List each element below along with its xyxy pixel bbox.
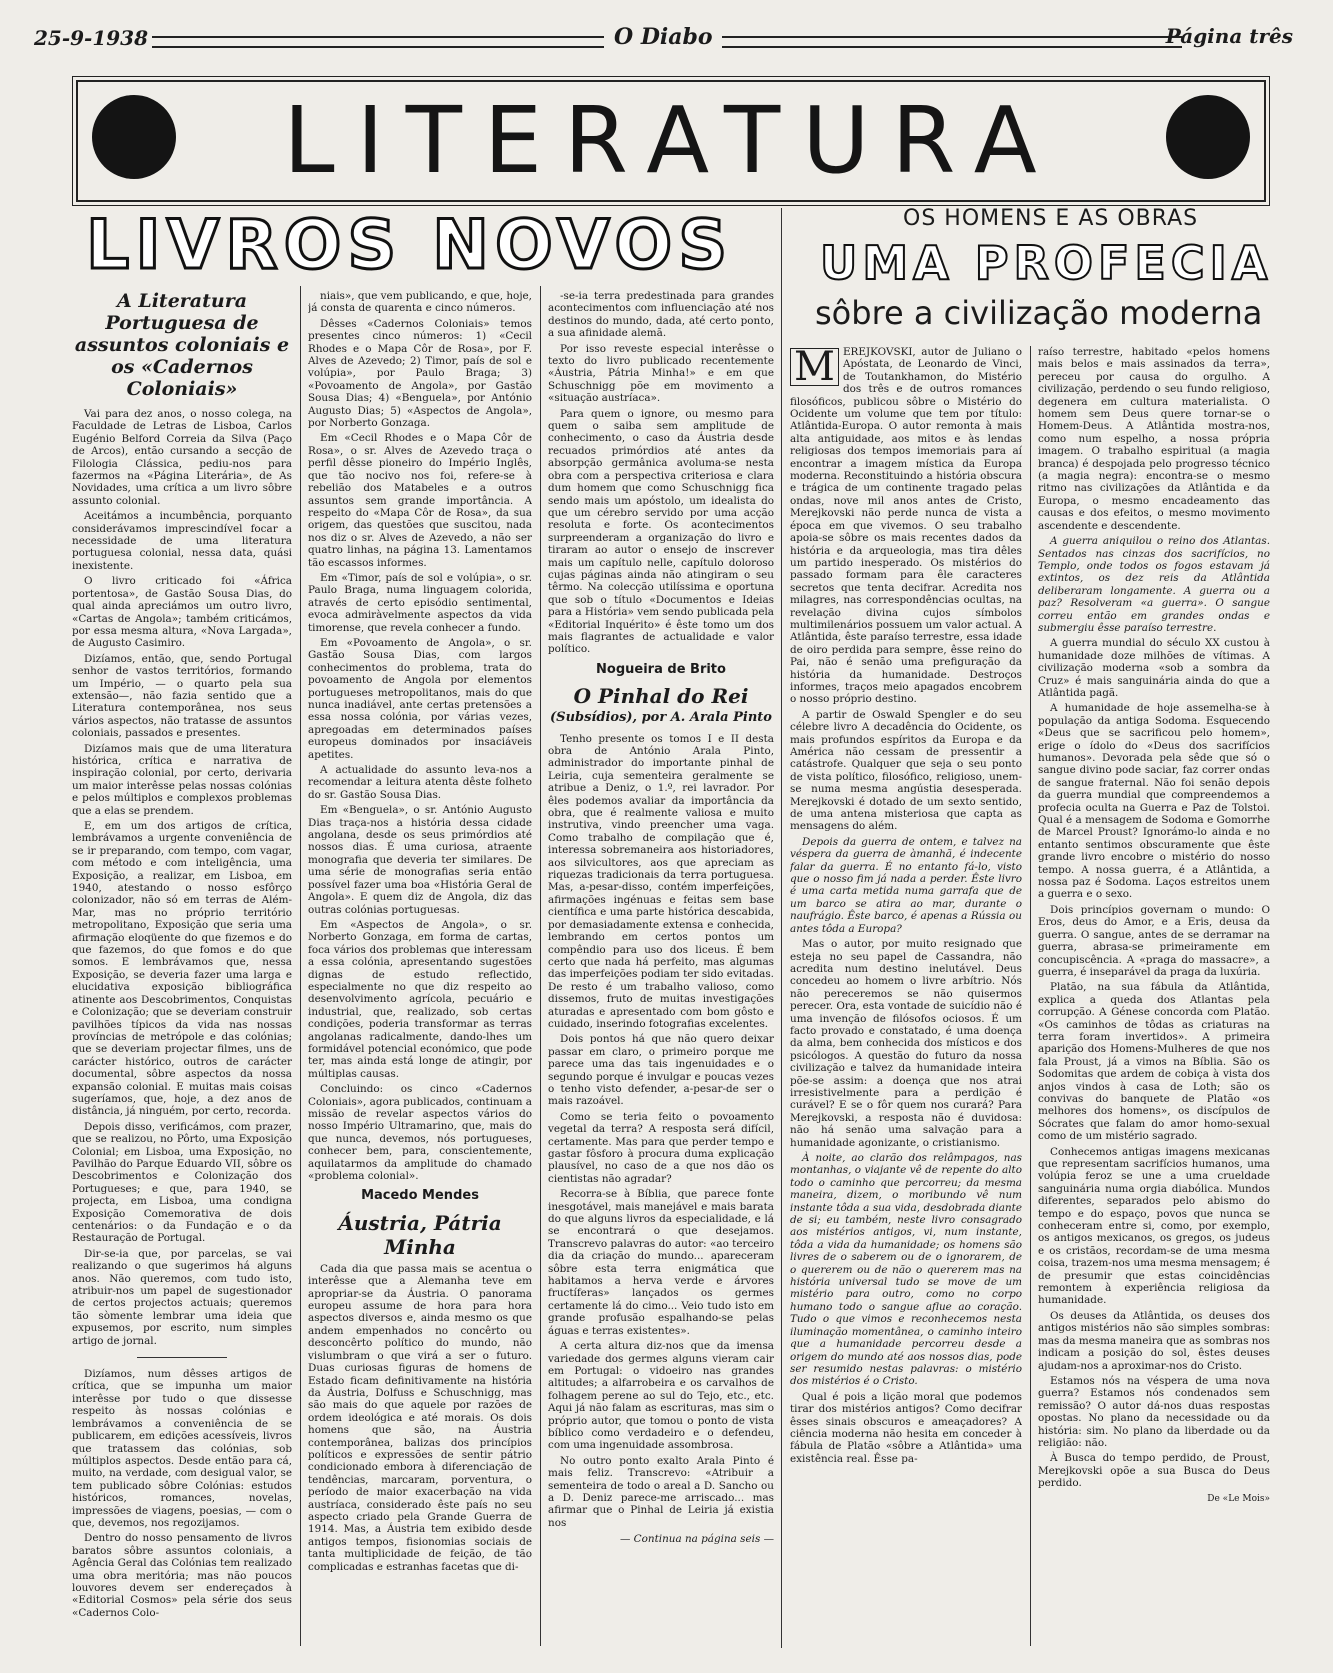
- paragraph: Dêsses «Cadernos Coloniais» temos presentes cinco números: 1) «Cecil Rhodes e o Mapa Côr de Rosa», por F. Alves de Azevedo; 2) Timor, país de sol e volúpia», por Paulo Braga; 3) «Povoamento de Angola», por Gastão Sousa Dias; 4) «Benguela», por António Augusto Dias; 5) «Aspectos de Angola», por Norberto Gonzaga.: [308, 317, 532, 430]
- paragraph: Conhecemos antigas imagens mexicanas que representam sacrifícios humanos, uma volúpia feroz se une a uma crueldade sanguinária numa orgia diabólica. Mundos diferentes, separados pelo abismo do tempo e do espaço, povos que nunca se conheceram entre si, como, por exemplo, os antigos mexicanos, os gregos, os judeus e os cristãos, recordam-se de uma mesma coisa, trazem-nos uma mesma mensagem; é de presumir que estas coincidências remontem à experiência religiosa da humanidade.: [1038, 1145, 1270, 1307]
- paragraph: Tenho presente os tomos I e II desta obra de António Arala Pinto, administrador do importante pinhal de Leiria, cuja sementeira geralmente se atribue a Deniz, o 1.º, rei lavrador. Por êles podemos avaliar da importância da obra, que é realmente valiosa e muito instrutiva, vindo preencher uma vaga. Como trabalho de compilação que é, interessa sobremaneira aos historiadores, aos silvicultores, aos que apreciam as riquezas tradicionais da terra portuguesa. Mas, a-pesar-disso, contém imperfeições, afirmações ingénuas e feitas sem base científica e uma parte histórica descabida, por demasiadamente extensa e conhecida, lembrando em certos pontos um compêndio para uso dos liceus. É bem certo que nada há perfeito, mas algumas das imperfeições podiam ter sido evitadas. De resto é um trabalho valioso, como dissemos, fruto de muitas investigações aturadas e apresentado com bom gôsto e cuidado, inserindo fotografias excelentes.: [548, 732, 774, 1030]
- paragraph: Dizíamos, num dêsses artigos de crítica, que se impunha um maior interêsse por tudo o que dissesse respeito às nossas colónias e lembrávamos a conveniência de se publicarem, em edições acessíveis, livros que tratassem das colónias, sob múltiplos aspectos. Desde então para cá, muito, na verdade, com desigual valor, se tem publicado sôbre Colónias: estudos históricos, romances, novelas, impressões de viagens, poesias, — com o que, devemos, nos regozijamos.: [72, 1368, 292, 1529]
- paragraph: No outro ponto exalto Arala Pinto é mais feliz. Transcrevo: «Atribuir a sementeira de todo o areal a D. Sancho ou a D. Deniz parece-me arriscado... mas afirmar que o Pinhal de Leiria já existia nos: [548, 1454, 774, 1529]
- paragraph: À Busca do tempo perdido, de Proust, Merejkovski opõe a sua Busca do Deus perdido.: [1038, 1452, 1270, 1490]
- paragraph: O livro criticado foi «África portentosa», de Gastão Sousa Dias, do qual ainda apreciámos um outro livro, «Cartas de Angola»; também criticámos, por essa mesma altura, «Nova Largada», de Augusto Casimiro.: [72, 575, 292, 650]
- lead-text: EREJKOVSKI, autor de Juliano o Apóstata, de Leonardo de Vinci, de Toutankhamon, do Mistério dos três e de outros romances filosóficos, publicou sôbre o Mistério do Ocidente um volume que tem por título: Atlântida-Europa. O autor remonta à mais alta antiguidade, aos mitos e às lendas religiosas dos tempos imemoriais para aí encontrar a imagem mística da Europa moderna. Reconstituindo a história obscura e trágica de um continente tragado pelas ondas, nove mil anos antes de Cristo, Merejkovski não perde nunca de vista a época em que vivemos. O seu trabalho apoia-se sôbre os mais recentes dados da história e da arqueologia, mas tira dêles um partido inesperado. Os mistérios do passado formam para êle caracteres secretos que tenta decifrar. Acredita nos milagres, nas correspondências ocultas, na revelação divina cujos símbolos multimilenários possuem um valor actual. A Atlântida, êste paraíso terrestre, essa idade de oiro perdida para sempre, êsse reino do Pai, não é senão uma prefiguração da história da humanidade. Destroços informes, traços meio apagados encobrem o nosso próprio destino.: [790, 346, 1022, 706]
- paragraph: E, em um dos artigos de crítica, lembrávamos a urgente conveniência de se ir preparando, com tempo, com vagar, com método e com inteligência, uma Exposição, a realizar, em Lisboa, em 1940, atestando o nosso esfôrço colonizador, não só em terras de Além-Mar, mas no próprio território metropolitano, Exposição que seria uma afirmação eloqüente do que fizemos e do que fazemos, do que fomos e do que somos. E lembrávamos que, nessa Exposição, se deveria fazer uma larga e elucidativa exposição bibliográfica atinente aos Descobrimentos, Conquistas e Colonização; que se deveriam construir pavilhões típicos da vida nas nossas províncias de metrópole e das colónias; que se deveriam projectar filmes, uns de carácter histórico, outros de carácter documental, sôbre aspectos da nossa expansão colonial. E muitas mais coisas sugeríamos, que, hoje, a dez anos de distância, já ninguém, por certo, recorda.: [72, 820, 292, 1118]
- paragraph: Cada dia que passa mais se acentua o interêsse que a Alemanha teve em apropriar-se da Áustria. O panorama europeu assume de hora para hora aspectos diversos e, ainda mesmo os que andem empenhados no concêrto ou desconcêrto político do mundo, não vislumbram o que virá a ser o futuro. Duas curiosas figuras de homens de Estado ficam definitivamente na história da Áustria, Dolfuss e Schuschnigg, mas são mais do que aquele por razões de ordem ideológica e até morais. Os dois homens que são, na Áustria contemporânea, balizas dos princípios políticos e expressões de sentir pátrio condicionado embora à diferenciação de tendências, marcaram, porventura, o período de maior exacerbação na vida austríaca, considerado êste país no seu aspecto criado pela Grande Guerra de 1914. Mas, a Áustria tem exibido desde antigos tempos, fisionomias sociais de tanta multiplicidade de feição, de tão complicadas e estranhas facetas que di-: [308, 1262, 532, 1573]
- paragraph: Em «Timor, país de sol e volúpia», o sr. Paulo Braga, numa linguagem colorida, através de certo episódio sentimental, evoca admiràvelmente aspectos da vida timorense, que revela conhecer a fundo.: [308, 571, 532, 634]
- paragraph: Platão, na sua fábula da Atlântida, explica a queda dos Atlantas pela corrupção. A Génese concorda com Platão. «Os caminhos de tôdas as criaturas na terra foram invertidos». A primeira aparição dos Homens-Mulheres de que nos fala Proust, já a vimos na Bíblia. São os Sodomitas que ardem de cobiça à vista dos anjos vindos à casa de Loth; são os convivas do banquete de Platão «os melhores dos homens», os discípulos de Sócrates que falam do amor homo-sexual como de um mistério sagrado.: [1038, 981, 1270, 1143]
- column-2: [308, 290, 532, 1666]
- article-title-pinhal: O Pinhal do Rei: [573, 684, 749, 709]
- paragraph: Concluindo: os cinco «Cadernos Coloniais», agora publicados, continuam a missão de revelar aspectos vários do nosso Império Ultramarino, que, mais do que nunca, devemos, nós portugueses, conhecer bem, para, conscientemente, aquilatarmos da amplitude do chamado «problema colonial».: [308, 1083, 532, 1183]
- issue-date: 25-9-1938: [34, 26, 149, 50]
- paragraph: Mas o autor, por muito resignado que esteja no seu papel de Cassandra, não acredita num destino inelutável. Deus concedeu ao homem o livre arbítrio. Nós não pereceremos se não quisermos perecer. Ora, esta vontade de suicídio não é uma invenção de filósofos ociosos. É um facto provado e constatado, é uma doença da alma, bem conhecida dos místicos e dos psicólogos. A questão do futuro da nossa civilização e talvez da humanidade inteira põe-se assim: a doença que nos atrai irresistivelmente para a perdição é curável? E se o fôr quem nos curará? Para Merejkovski, a resposta não é duvidosa: não há senão uma salvação para a humanidade agonizante, o cristianismo.: [790, 938, 1022, 1149]
- paragraph: Dois princípios governam o mundo: O Eros, deus do Amor, e a Eris, deusa da guerra. O sangue, antes de se derramar na guerra, abrasa-se primeiramente em concupiscência. A «praga do massacre», a guerra, é inseparável da praga da luxúria.: [1038, 903, 1270, 978]
- author-signature: Macedo Mendes: [361, 1188, 479, 1204]
- feature-kicker: OS HOMENS E AS OBRAS: [903, 206, 1199, 231]
- paragraph: Dizíamos, então, que, sendo Portugal senhor de vastos territórios, formando um Império, — o quarto pela sua extensão—, não fazia sentido que a Literatura contemporânea, nos seus vários aspectos, não tratasse de assuntos coloniais, passados e presentes.: [72, 652, 292, 740]
- paragraph: Aceitámos a incumbência, porquanto considerávamos imprescindível focar a necessidade de uma literatura portuguesa colonial, nessa data, quási inexistente.: [72, 510, 292, 572]
- column-4: [790, 346, 1022, 1666]
- paragraph: [790, 346, 1022, 706]
- newspaper-name: O Diabo: [614, 24, 713, 50]
- paragraph: A guerra aniquilou o reino dos Atlantas. Sentados nas cinzas dos sacrifícios, no Templo, onde todos os fogos estavam já extintos, os dez reis da Atlântida deliberaram longamente. A guerra ou a paz? Resolveram «a guerra». O sangue correu então em grandes ondas e submergiu êsse paraíso terrestre.: [1038, 535, 1270, 634]
- paragraph: Dir-se-ia que, por parcelas, se vai realizando o que sugerimos há alguns anos. Não queremos, com tudo isto, atribuir-nos um papel de sugestionador de certos projectos actuais; queremos tão sòmente lembrar uma ideia que expusemos, por escrito, num simples artigo de jornal.: [72, 1247, 292, 1347]
- paragraph: Em «Benguela», o sr. António Augusto Dias traça-nos a história dessa cidade angolana, desde os seus primórdios até nossos dias. É uma curiosa, atraente monografia que deveria ter similares. De uma série de monografias seria então possível fazer uma boa «História Geral de Angola». E quem diz de Angola, diz das outras colónias portuguesas.: [308, 804, 532, 916]
- paragraph: Recorra-se à Bíblia, que parece fonte inesgotável, mais manejável e mais barata do que alguns livros da especialidade, e lá se encontrará o que desejamos. Transcrevo palavras do autor: «ao terceiro dia da criação do mundo... apareceram sôbre esta terra enigmática que habitamos a herva verde e árvores fructíferas» lançados os germes certamente lá do cimo... Veio tudo isto em grande profusão espalhando-se pelas águas e terras existentes».: [548, 1188, 774, 1337]
- paragraph: Estamos nós na véspera de uma nova guerra? Estamos nós condenados sem remissão? O autor dá-nos duas respostas opostas. No plano da necessidade ou da história: sim. No plano da liberdade ou da religião: não.: [1038, 1374, 1270, 1449]
- header-rule-left: [152, 36, 604, 48]
- author-signature: Nogueira de Brito: [596, 661, 726, 677]
- section-headline: LIVROS NOVOS: [86, 206, 734, 285]
- page-header: [34, 22, 1293, 56]
- paragraph: Dentro do nosso pensamento de livros baratos sôbre assuntos coloniais, a Agência Geral das Colónias tem realizado uma obra meritória; mas não poucos louvores devem ser endereçados à «Editorial Cosmos» pela série dos seus «Cadernos Colo-: [72, 1532, 292, 1619]
- paragraph: A certa altura diz-nos que da imensa variedade dos germes alguns vieram cair em Portugal: o vidoeiro nas grandes altitudes; a alfarrobeira e os carvalhos de folhagem perene ao sul do Tejo, etc., etc. Aqui já não falam as escrituras, mas sim o próprio autor, que tomou o ponto de vista bíblico como verdadeiro e o defendeu, com uma ingenuidade assombrosa.: [548, 1340, 774, 1452]
- article-subtitle-pinhal: (Subsídios), por A. Arala Pinto: [550, 710, 772, 726]
- paragraph: Dizíamos mais que de uma literatura histórica, crítica e narrativa de inspiração colonial, por certo, derivaria um maior interêsse pelas nossas colónias e pelos múltiplos e complexos problemas que a elas se prendem.: [72, 742, 292, 817]
- paragraph: Depois disso, verificámos, com prazer, que se realizou, no Pôrto, uma Exposição Colonial; em Lisboa, uma Exposição, no Pavilhão do Parque Eduardo VII, sôbre os Descobrimentos e Colonização dos Portugueses; e que, para 1940, se projecta, em Lisboa, uma condigna Exposição Comemorativa de dois centenários: o da Fundação e o da Restauração de Portugal.: [72, 1120, 292, 1245]
- paragraph: A partir de Oswald Spengler e do seu célebre livro A decadência do Ocidente, os mais profundos espíritos da Europa e da América não cessam de pressentir a catástrofe. Qualquer que seja o seu ponto de vista político, filosófico, religioso, unem-se numa mesma angústia desesperada. Merejkovski é dotado de um sexto sentido, de uma antena misteriosa que capta as mensagens do além.: [790, 708, 1022, 833]
- header-rule-right: [722, 36, 1182, 48]
- paragraph: Para quem o ignore, ou mesmo para quem o saiba sem amplitude de conhecimento, o caso da Áustria desde recuados primórdios até antes da absorpção germânica avoluma-se nesta obra com a perspectiva criteriosa e clara dum homem que como Schuschnigg fica sendo mais um apóstolo, um idealista do que um cérebro servido por uma acção resoluta e forte. Os acontecimentos surpreenderam a organização do livro e tiraram ao autor o ensejo de inscrever mais um capítulo nelle, capítulo doloroso cujas páginas ainda não atingiram o seu têrmo. Na colecção utilíssima e oportuna que sob o título «Documentos e Ideias para a História» vem sendo publicada pela «Editorial Inquérito» é êste tomo um dos mais flagrantes de actualidade e valor político.: [548, 407, 774, 656]
- continuation-note: — Continua na página seis —: [619, 1533, 774, 1546]
- paragraph: Qual é pois a lição moral que podemos tirar dos mistérios antigos? Como decifrar êsses sinais obscuros e ameaçadores? A ciência moderna não hesita em conceder à fábula de Platão «sôbre a Atlântida» uma existência real. Êsse pa-: [790, 1390, 1022, 1465]
- column-divider-1: [300, 286, 301, 1646]
- column-1: [72, 286, 292, 1666]
- article-title-austria: Áustria, Pátria Minha: [338, 1210, 502, 1259]
- feature-headline: UMA PROFECIA: [820, 236, 1273, 290]
- source-credit: De «Le Mois»: [1207, 1493, 1270, 1504]
- paragraph: -se-ia terra predestinada para grandes acontecimentos com influenciação até nos destinos do mundo, dada, até certo ponto, a sua afinidade alemã.: [548, 290, 774, 340]
- drop-cap: M: [790, 348, 839, 386]
- paragraph: Em «Aspectos de Angola», o sr. Norberto Gonzaga, em forma de cartas, foca vários dos problemas que interessam a essa colónia, apresentando sugestões dignas de estudo reflectido, especialmente no que diz respeito ao desenvolvimento agrícola, pecuário e industrial, que, realizado, sob certas condições, poderia transformar as terras angolanas radicalmente, dando-lhes um formidável potencial económico, que pode ter, mas ainda está longe de atingir, por múltiplas causas.: [308, 918, 532, 1080]
- banner-dot-right: [1166, 95, 1250, 179]
- paragraph: A actualidade do assunto leva-nos a recomendar a leitura atenta dêste folheto do sr. Gastão Sousa Dias.: [308, 764, 532, 801]
- page-number: Página três: [1165, 24, 1293, 48]
- paragraph: Em «Cecil Rhodes e o Mapa Côr de Rosa», o sr. Alves de Azevedo traça o perfil dêsse pioneiro do Império Inglês, que tão nocivo nos foi, refere-se à rebelião dos Matabeles e a outros assuntos sem grande importância. A respeito do «Mapa Côr de Rosa», da sua origem, das questões que suscitou, nada nos diz o sr. Alves de Azevedo, a não ser quatro linhas, na página 13. Lamentamos tão escassos informes.: [308, 432, 532, 569]
- column-divider-main: [781, 208, 782, 1648]
- paragraph: raíso terrestre, habitado «pelos homens mais belos e mais assinados da terra», pereceu por causa do orgulho. A civilização, perdendo o seu fundo religioso, degenera em cultura materialista. O homem sem Deus quere tornar-se o Homem-Deus. A Atlântida mostra-nos, como num espelho, a nossa própria imagem. O trabalho espiritual (a magia branca) é despojada pelo progresso técnico (a magia negra): encontra-se o mesmo ritmo nas civilizações da Atlântida e da Europa, o mesmo encadeamento das causas e dos efeitos, o mesmo movimento ascendente e descendente.: [1038, 346, 1270, 532]
- banner-title: LITERATURA: [283, 87, 1059, 194]
- paragraph: Em «Povoamento de Angola», o sr. Gastão Sousa Dias, com largos conhecimentos do problema, trata do povoamento de Angola por elementos portugueses metropolitanos, mais do que nunca inadiável, ante certas pretensões a essa nossa colónia, por várias vezes, apregoadas em determinados países europeus dominados por insaciáveis apetites.: [308, 636, 532, 761]
- column-3: [548, 290, 774, 1666]
- paragraph: Como se teria feito o povoamento vegetal da terra? A resposta será difícil, certamente. Mas para que perder tempo e gastar fôsforo à procura duma explicação plausível, no caso de a que nos dão os cientistas não agradar?: [548, 1110, 774, 1185]
- paragraph: À noite, ao clarão dos relâmpagos, nas montanhas, o viajante vê de repente do alto todo o caminho que percorreu; da mesma maneira, dizem, o moribundo vê num instante tôda a sua vida, desdobrada diante de si; eu também, neste livro consagrado aos mistérios antigos, vi, num instante, tôda a vida da humanidade; os homens são livres de o saberem ou de o ignorarem, de o quererem ou de não o quererem mas na história universal tudo se move de um mistério para outro, como no corpo humano todo o sangue aflue ao coração. Tudo o que vimos e reconhecemos nesta iluminação momentânea, o caminho inteiro que a humanidade percorreu desde a origem do mundo até aos nossos dias, pode ser resumido nestas palavras: o mistério dos mistérios é o Cristo.: [790, 1152, 1022, 1388]
- separator: [137, 1357, 227, 1358]
- paragraph: A guerra mundial do século XX custou à humanidade doze milhões de vítimas. A civilização moderna «sob a sombra da Cruz» é mais sanguinária ainda do que a Atlântida pagã.: [1038, 637, 1270, 699]
- paragraph: A humanidade de hoje assemelha-se à população da antiga Sodoma. Esquecendo «Deus que se sacrificou pelo homem», erige o ídolo do «Deus dos sacrifícios humanos». Devorada pela sêde que só o sangue divino pode saciar, faz correr ondas de sangue fraternal. Não foi senão depois da guerra mundial que compreendemos a profecia oculta na Guerra e Paz de Tolstoi. Qual é a mensagem de Sodoma e Gomorrhe de Marcel Proust? Ignorámo-lo ainda e no entanto sentimos obscuramente que êste grande livro encobre o mistério do nosso tempo. A nossa guerra, é a Atlântida, a nossa paz é Sodoma. Laços estreitos unem a guerra e o sexo.: [1038, 702, 1270, 901]
- paragraph: Vai para dez anos, o nosso colega, na Faculdade de Letras de Lisboa, Carlos Eugénio Belford Correia da Silva (Paço de Arcos), então cursando a secção de Filologia Clássica, pediu-nos para fazermos na «Página Literária», de As Novidades, uma crítica a um livro sôbre assunto colonial.: [72, 408, 292, 507]
- article-title-colonial: A Literatura Portuguesa de assuntos coloniais e os «Cadernos Coloniais»: [74, 290, 290, 400]
- feature-subhead: sôbre a civilização moderna: [815, 294, 1263, 332]
- paragraph: Os deuses da Atlântida, os deuses dos antigos mistérios não são simples sombras: mas da mesma maneira que as sombras nos indicam a posição do sol, êstes deuses ajudam-nos a aproximar-nos do Cristo.: [1038, 1309, 1270, 1372]
- section-banner: [76, 80, 1266, 202]
- paragraph: Depois da guerra de ontem, e talvez na véspera da guerra de àmanhã, é indecente falar da guerra. É no entanto fá-lo, visto que o nosso fim já nada a perder. Êste livro é uma carta metida numa garrafa que de um barco se atira ao mar, durante o naufrágio. Êste barco, é apenas a Rússia ou antes tôda a Europa?: [790, 835, 1022, 935]
- paragraph: Dois pontos há que não quero deixar passar em claro, o primeiro porque me parece uma das tais ingenuidades e o segundo porque é invulgar e poucas vezes o tenho visto defender, a-pesar-de ser o mais razoável.: [548, 1033, 774, 1108]
- paragraph: niais», que vem publicando, e que, hoje, já consta de quarenta e cinco números.: [308, 290, 532, 315]
- banner-dot-left: [92, 95, 176, 179]
- column-5: [1038, 346, 1270, 1666]
- column-divider-2: [540, 286, 541, 1646]
- paragraph: Por isso reveste especial interêsse o texto do livro publicado recentemente «Áustria, Pátria Minha!» e em que Schuschnigg põe em movimento a «situação austríaca».: [548, 342, 774, 405]
- column-divider-4: [1030, 346, 1031, 1646]
